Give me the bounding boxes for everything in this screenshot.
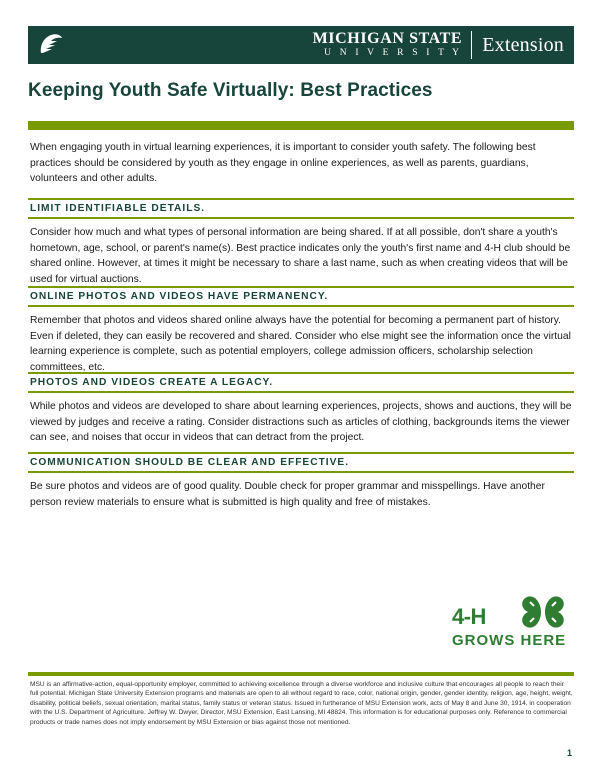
document-header	[28, 26, 574, 64]
intro-paragraph: When engaging youth in virtual learning experiences, it is important to consider youth safety. The following best practices should be considered by youth as they engage in online experiences, as well as parents, guardians, volunteers and other adults.	[30, 142, 536, 184]
section-heading: PHOTOS AND VIDEOS CREATE A LEGACY.	[28, 372, 574, 393]
footer-divider	[28, 672, 574, 676]
msu-wordmark	[313, 31, 473, 59]
extension-label: Extension	[482, 33, 564, 56]
msu-wordmark-line1: MICHIGAN STATE	[312, 30, 463, 48]
page-number: 1	[566, 748, 572, 758]
section-communication-clear-effective	[28, 452, 574, 510]
title-divider	[28, 121, 574, 130]
section-heading: ONLINE PHOTOS AND VIDEOS HAVE PERMANENCY.	[28, 286, 574, 307]
section-body: Remember that photos and videos shared online always have the potential for becoming a permanent part of history. Even if deleted, they can easily be recovered and shared. Consider who else might see the information once the virtual learning experience is complete, such as potential employers, college admission officers, scholarship selection committees, etc.	[30, 315, 571, 373]
section-body: While photos and videos are developed to share about learning experiences, projects, shows and auctions, they will be viewed by judges and receive a rating. Consider distractions such as articles of clothing, backgrounds items the viewer can see, and noises that occur in videos that can detract from the project.	[30, 401, 572, 443]
section-limit-identifiable-details	[28, 198, 574, 287]
section-body: Be sure photos and videos are of good quality. Double check for proper grammar and misspellings. Have another person review materials to ensure what is submitted is high quality and free of mistakes.	[30, 481, 545, 508]
msu-spartan-helmet-icon	[34, 28, 68, 62]
msu-wordmark-line2: U N I V E R S I T Y	[324, 48, 463, 59]
section-online-photos-permanency	[28, 286, 574, 375]
page-title: Keeping Youth Safe Virtually: Best Practices	[28, 80, 433, 101]
section-heading: LIMIT IDENTIFIABLE DETAILS.	[28, 198, 574, 219]
fourh-title: 4-H	[452, 604, 486, 629]
footer-disclaimer: MSU is an affirmative-action, equal-opportunity employer, committed to achieving excellence through a diverse workforce and inclusive culture that encourages all people to reach their full potential. Michigan State University Extension programs and materials are open to all without regard to race, color, national origin, gender, gender identity, religion, age, height, weight, disability, political beliefs, sexual orientation, marital status, family status or veteran status. Issued in furtherance of MSU Extension work, acts of May 8 and June 30, 1914, in cooperation with the U.S. Department of Agriculture. Jeffrey W. Dwyer, Director, MSU Extension, East Lansing, MI 48824. This information is for educational purposes only. Reference to commercial products or trade names does not imply endorsement by MSU Extension or bias against those not mentioned.	[30, 681, 573, 726]
msu-brand-lockup	[313, 26, 574, 64]
section-heading: COMMUNICATION SHOULD BE CLEAR AND EFFECTIVE.	[28, 452, 574, 473]
section-photos-videos-legacy	[28, 372, 574, 446]
fourh-tagline: GROWS HERE	[452, 632, 567, 649]
fourh-logo	[452, 590, 572, 662]
four-leaf-clover-icon	[514, 590, 572, 636]
section-body: Consider how much and what types of personal information are being shared. If at all possible, don't share a youth's hometown, age, school, or parent's name(s). Best practice indicates only the youth's first name and 4-H club should be shared online. However, at times it might be necessary to share a last name, such as when creating videos that will be used for virtual auctions.	[30, 227, 571, 285]
